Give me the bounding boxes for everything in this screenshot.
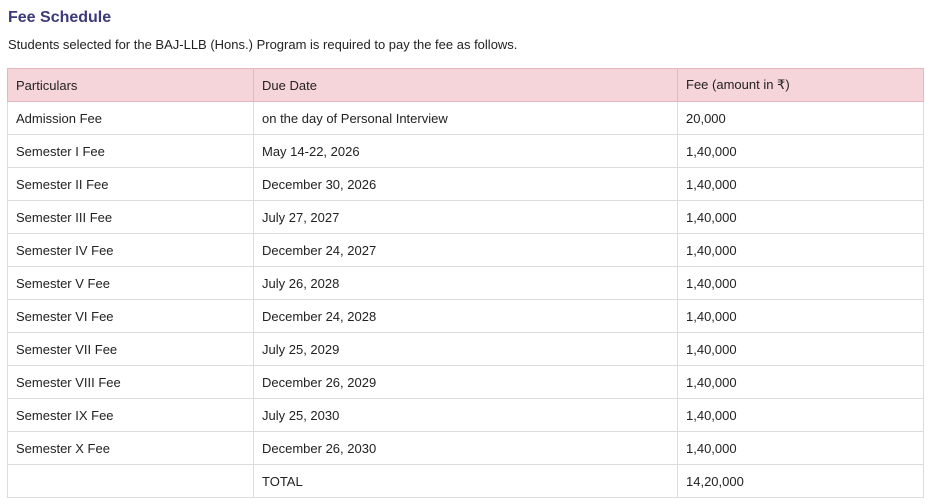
cell-due-date: December 24, 2028 bbox=[254, 300, 678, 333]
header-row bbox=[8, 69, 924, 102]
cell-due-date: July 25, 2029 bbox=[254, 333, 678, 366]
cell-due-date: July 26, 2028 bbox=[254, 267, 678, 300]
table-row bbox=[8, 366, 924, 399]
cell-fee: 20,000 bbox=[678, 102, 924, 135]
cell-due-date: July 27, 2027 bbox=[254, 201, 678, 234]
table-row bbox=[8, 102, 924, 135]
cell-fee: 1,40,000 bbox=[678, 168, 924, 201]
cell-fee: 1,40,000 bbox=[678, 201, 924, 234]
cell-particulars bbox=[8, 465, 254, 498]
cell-due-date: December 26, 2030 bbox=[254, 432, 678, 465]
cell-fee: 1,40,000 bbox=[678, 267, 924, 300]
table-row bbox=[8, 135, 924, 168]
table-row bbox=[8, 234, 924, 267]
header-due-date: Due Date bbox=[254, 69, 678, 102]
cell-particulars: Semester IV Fee bbox=[8, 234, 254, 267]
cell-fee: 1,40,000 bbox=[678, 399, 924, 432]
cell-particulars: Admission Fee bbox=[8, 102, 254, 135]
total-fee: 14,20,000 bbox=[678, 465, 924, 498]
cell-due-date: December 26, 2029 bbox=[254, 366, 678, 399]
table-header bbox=[8, 69, 924, 102]
cell-due-date: May 14-22, 2026 bbox=[254, 135, 678, 168]
total-row bbox=[8, 465, 924, 498]
cell-fee: 1,40,000 bbox=[678, 234, 924, 267]
cell-particulars: Semester V Fee bbox=[8, 267, 254, 300]
table-row bbox=[8, 399, 924, 432]
cell-due-date: on the day of Personal Interview bbox=[254, 102, 678, 135]
cell-fee: 1,40,000 bbox=[678, 432, 924, 465]
table-row bbox=[8, 333, 924, 366]
cell-fee: 1,40,000 bbox=[678, 300, 924, 333]
cell-fee: 1,40,000 bbox=[678, 135, 924, 168]
table-body bbox=[8, 102, 924, 498]
cell-due-date: December 30, 2026 bbox=[254, 168, 678, 201]
page-title: Fee Schedule bbox=[8, 9, 112, 26]
cell-due-date: July 25, 2030 bbox=[254, 399, 678, 432]
cell-particulars: Semester II Fee bbox=[8, 168, 254, 201]
cell-particulars: Semester VI Fee bbox=[8, 300, 254, 333]
cell-particulars: Semester I Fee bbox=[8, 135, 254, 168]
intro-text: Students selected for the BAJ-LLB (Hons.) Program is required to pay the fee as follows. bbox=[8, 37, 518, 52]
table-row bbox=[8, 168, 924, 201]
cell-particulars: Semester X Fee bbox=[8, 432, 254, 465]
cell-particulars: Semester VII Fee bbox=[8, 333, 254, 366]
cell-due-date: December 24, 2027 bbox=[254, 234, 678, 267]
cell-particulars: Semester IX Fee bbox=[8, 399, 254, 432]
total-label: TOTAL bbox=[254, 465, 678, 498]
header-particulars: Particulars bbox=[8, 69, 254, 102]
table-row bbox=[8, 300, 924, 333]
cell-fee: 1,40,000 bbox=[678, 333, 924, 366]
table-row bbox=[8, 201, 924, 234]
cell-particulars: Semester III Fee bbox=[8, 201, 254, 234]
table-row bbox=[8, 432, 924, 465]
table-row bbox=[8, 267, 924, 300]
fee-schedule-table bbox=[7, 68, 924, 498]
header-fee-amount: Fee (amount in ₹) bbox=[678, 69, 924, 102]
cell-particulars: Semester VIII Fee bbox=[8, 366, 254, 399]
cell-fee: 1,40,000 bbox=[678, 366, 924, 399]
